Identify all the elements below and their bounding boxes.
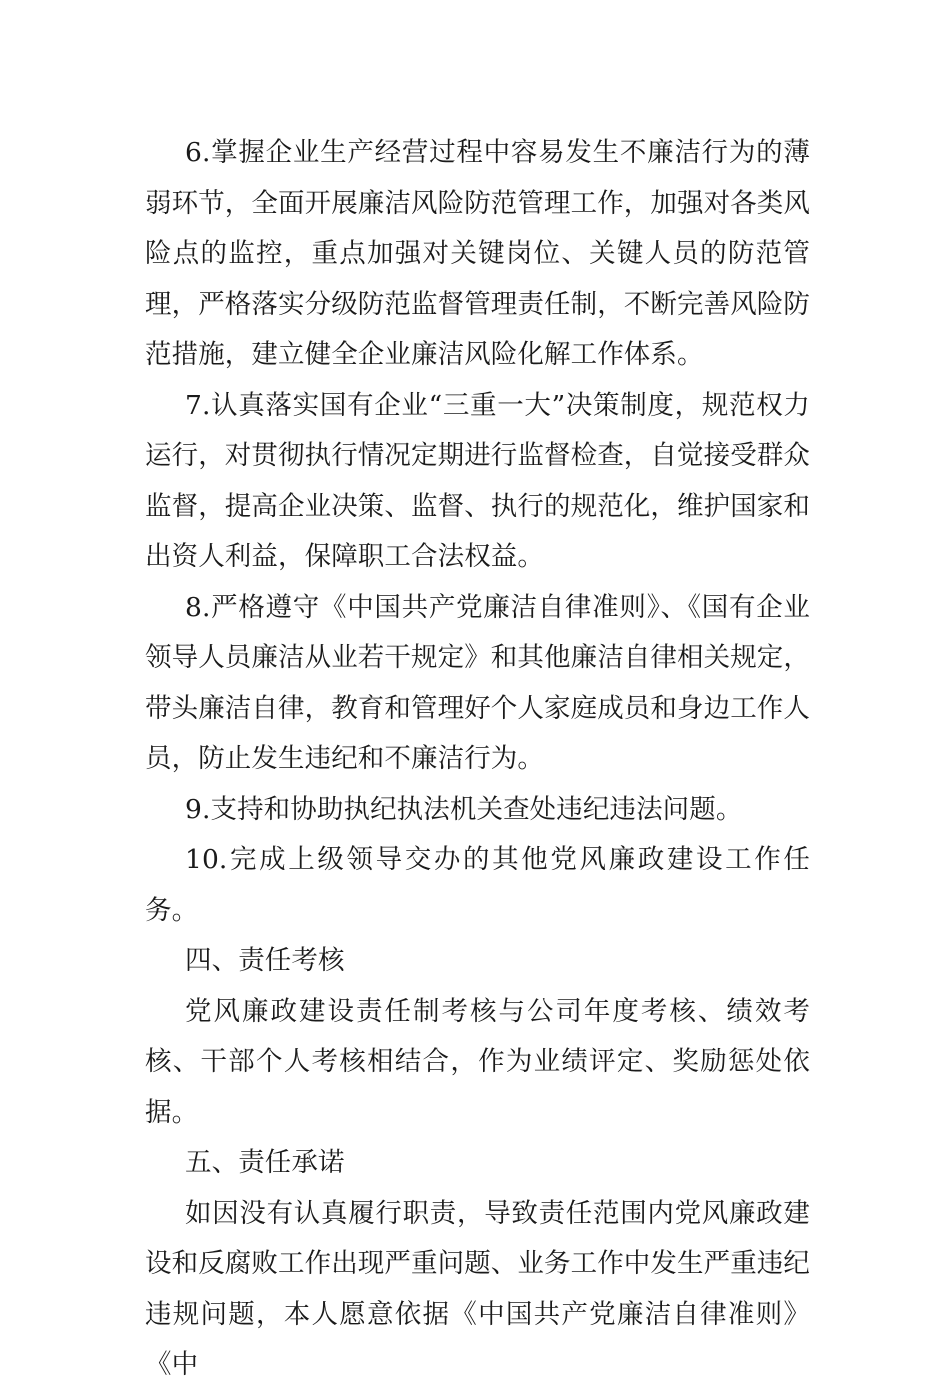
paragraph-item-8: 8.严格遵守《中国共产党廉洁自律准则》、《国有企业领导人员廉洁从业若干规定》和其他廉洁自律相关规定，带头廉洁自律，教育和管理好个人家庭成员和身边工作人员，防止发生违纪和不廉洁行为。	[145, 591, 810, 774]
section-heading-assessment: 四、责任考核	[185, 945, 345, 976]
paragraph-item-6: 6.掌握企业生产经营过程中容易发生不廉洁行为的薄弱环节，全面开展廉洁风险防范管理工作，加强对各类风险点的监控，重点加强对关键岗位、关键人员的防范管理，严格落实分级防范监督管理责任制，不断完善风险防范措施，建立健全企业廉洁风险化解工作体系。	[145, 137, 810, 370]
paragraph-item-9: 9.支持和协助执纪执法机关查处违纪违法问题。	[185, 793, 743, 825]
document-body	[145, 128, 810, 1391]
paragraph-item-10: 10.完成上级领导交办的其他党风廉政建设工作任务。	[145, 844, 810, 926]
section-heading-commitment: 五、责任承诺	[185, 1147, 345, 1178]
paragraph-assessment: 党风廉政建设责任制考核与公司年度考核、绩效考核、干部个人考核相结合，作为业绩评定、奖励惩处依据。	[145, 995, 810, 1128]
paragraph-commitment: 如因没有认真履行职责，导致责任范围内党风廉政建设和反腐败工作出现严重问题、业务工作中发生严重违纪违规问题，本人愿意依据《中国共产党廉洁自律准则》《中	[145, 1197, 810, 1380]
paragraph-item-7: 7.认真落实国有企业“三重一大”决策制度，规范权力运行，对贯彻执行情况定期进行监督检查，自觉接受群众监督，提高企业决策、监督、执行的规范化，维护国家和出资人利益，保障职工合法权益。	[145, 389, 810, 572]
